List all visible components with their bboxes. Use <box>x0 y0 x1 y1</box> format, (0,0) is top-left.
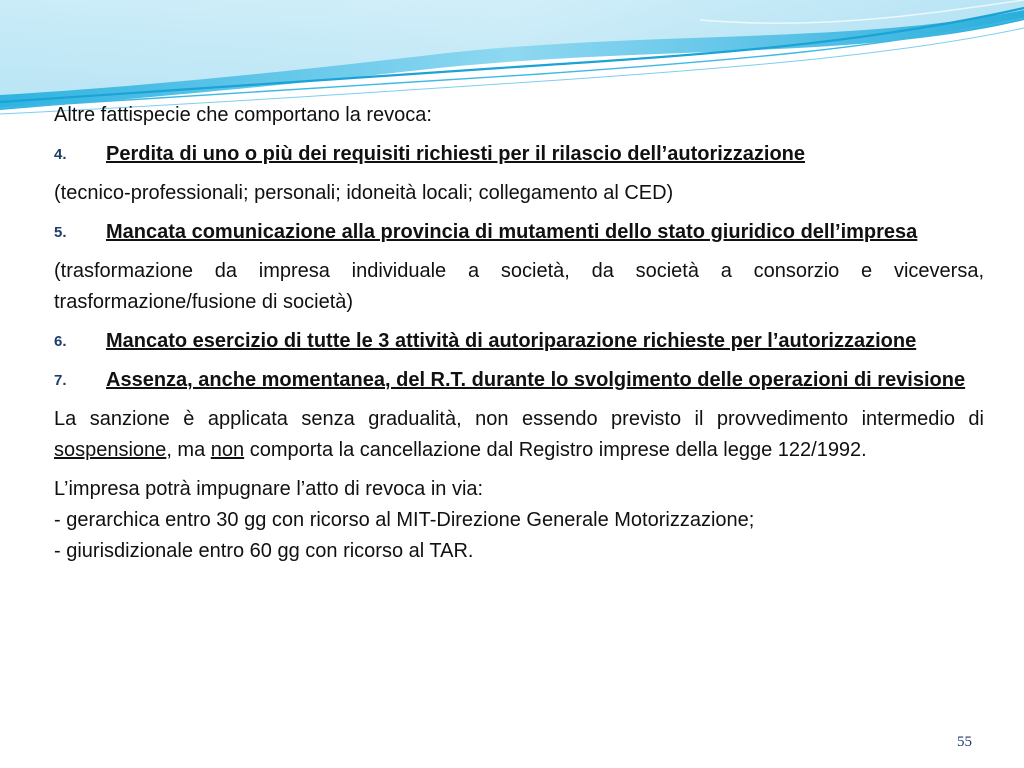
non-word: non <box>210 439 245 461</box>
item-text: Perdita di uno o più dei requisiti richiesti per il rilascio dell’autorizzazione <box>106 143 806 165</box>
sanction-text-1: La sanzione è applicata senza gradualità, non essendo previsto il provvedimento intermedio di <box>54 408 984 430</box>
item-number: 7. <box>54 372 67 389</box>
list-item-7 <box>54 365 984 396</box>
item-text: Mancata comunicazione alla provincia di mutamenti dello stato giuridico dell’impresa <box>106 221 918 243</box>
appeal-line-1: - gerarchica entro 30 gg con ricorso al MIT-Direzione Generale Motorizzazione; <box>54 509 755 531</box>
item-text: Mancato esercizio di tutte le 3 attività di autoriparazione richieste per l’autorizzazione <box>106 330 917 352</box>
list-item-6 <box>54 326 984 357</box>
sospensione-word: sospensione <box>54 439 167 461</box>
intro-text: Altre fattispecie che comportano la revoca: <box>54 104 432 126</box>
item-number: 4. <box>54 146 67 163</box>
slide-content <box>54 100 984 575</box>
note-item-4: (tecnico-professionali; personali; idoneità locali; collegamento al CED) <box>54 182 674 204</box>
sanction-text-2: , ma <box>166 439 211 461</box>
item-text: Assenza, anche momentanea, del R.T. durante lo svolgimento delle operazioni di revisione <box>106 369 966 391</box>
sanction-text-3: comporta la cancellazione dal Registro imprese della legge 122/1992. <box>244 439 867 461</box>
list-item-5 <box>54 217 984 248</box>
item-number: 5. <box>54 224 67 241</box>
page-number: 55 <box>957 734 972 750</box>
sanction-paragraph <box>54 404 984 466</box>
note-item-5: (trasformazione da impresa individuale a società, da società a consorzio e viceversa, trasformazione/fusione di società) <box>54 260 984 313</box>
appeal-paragraph <box>54 474 984 567</box>
appeal-line-2: - giurisdizionale entro 60 gg con ricorso al TAR. <box>54 540 474 562</box>
item-number: 6. <box>54 333 67 350</box>
list-item-4 <box>54 139 984 170</box>
appeal-intro: L’impresa potrà impugnare l’atto di revoca in via: <box>54 478 484 500</box>
